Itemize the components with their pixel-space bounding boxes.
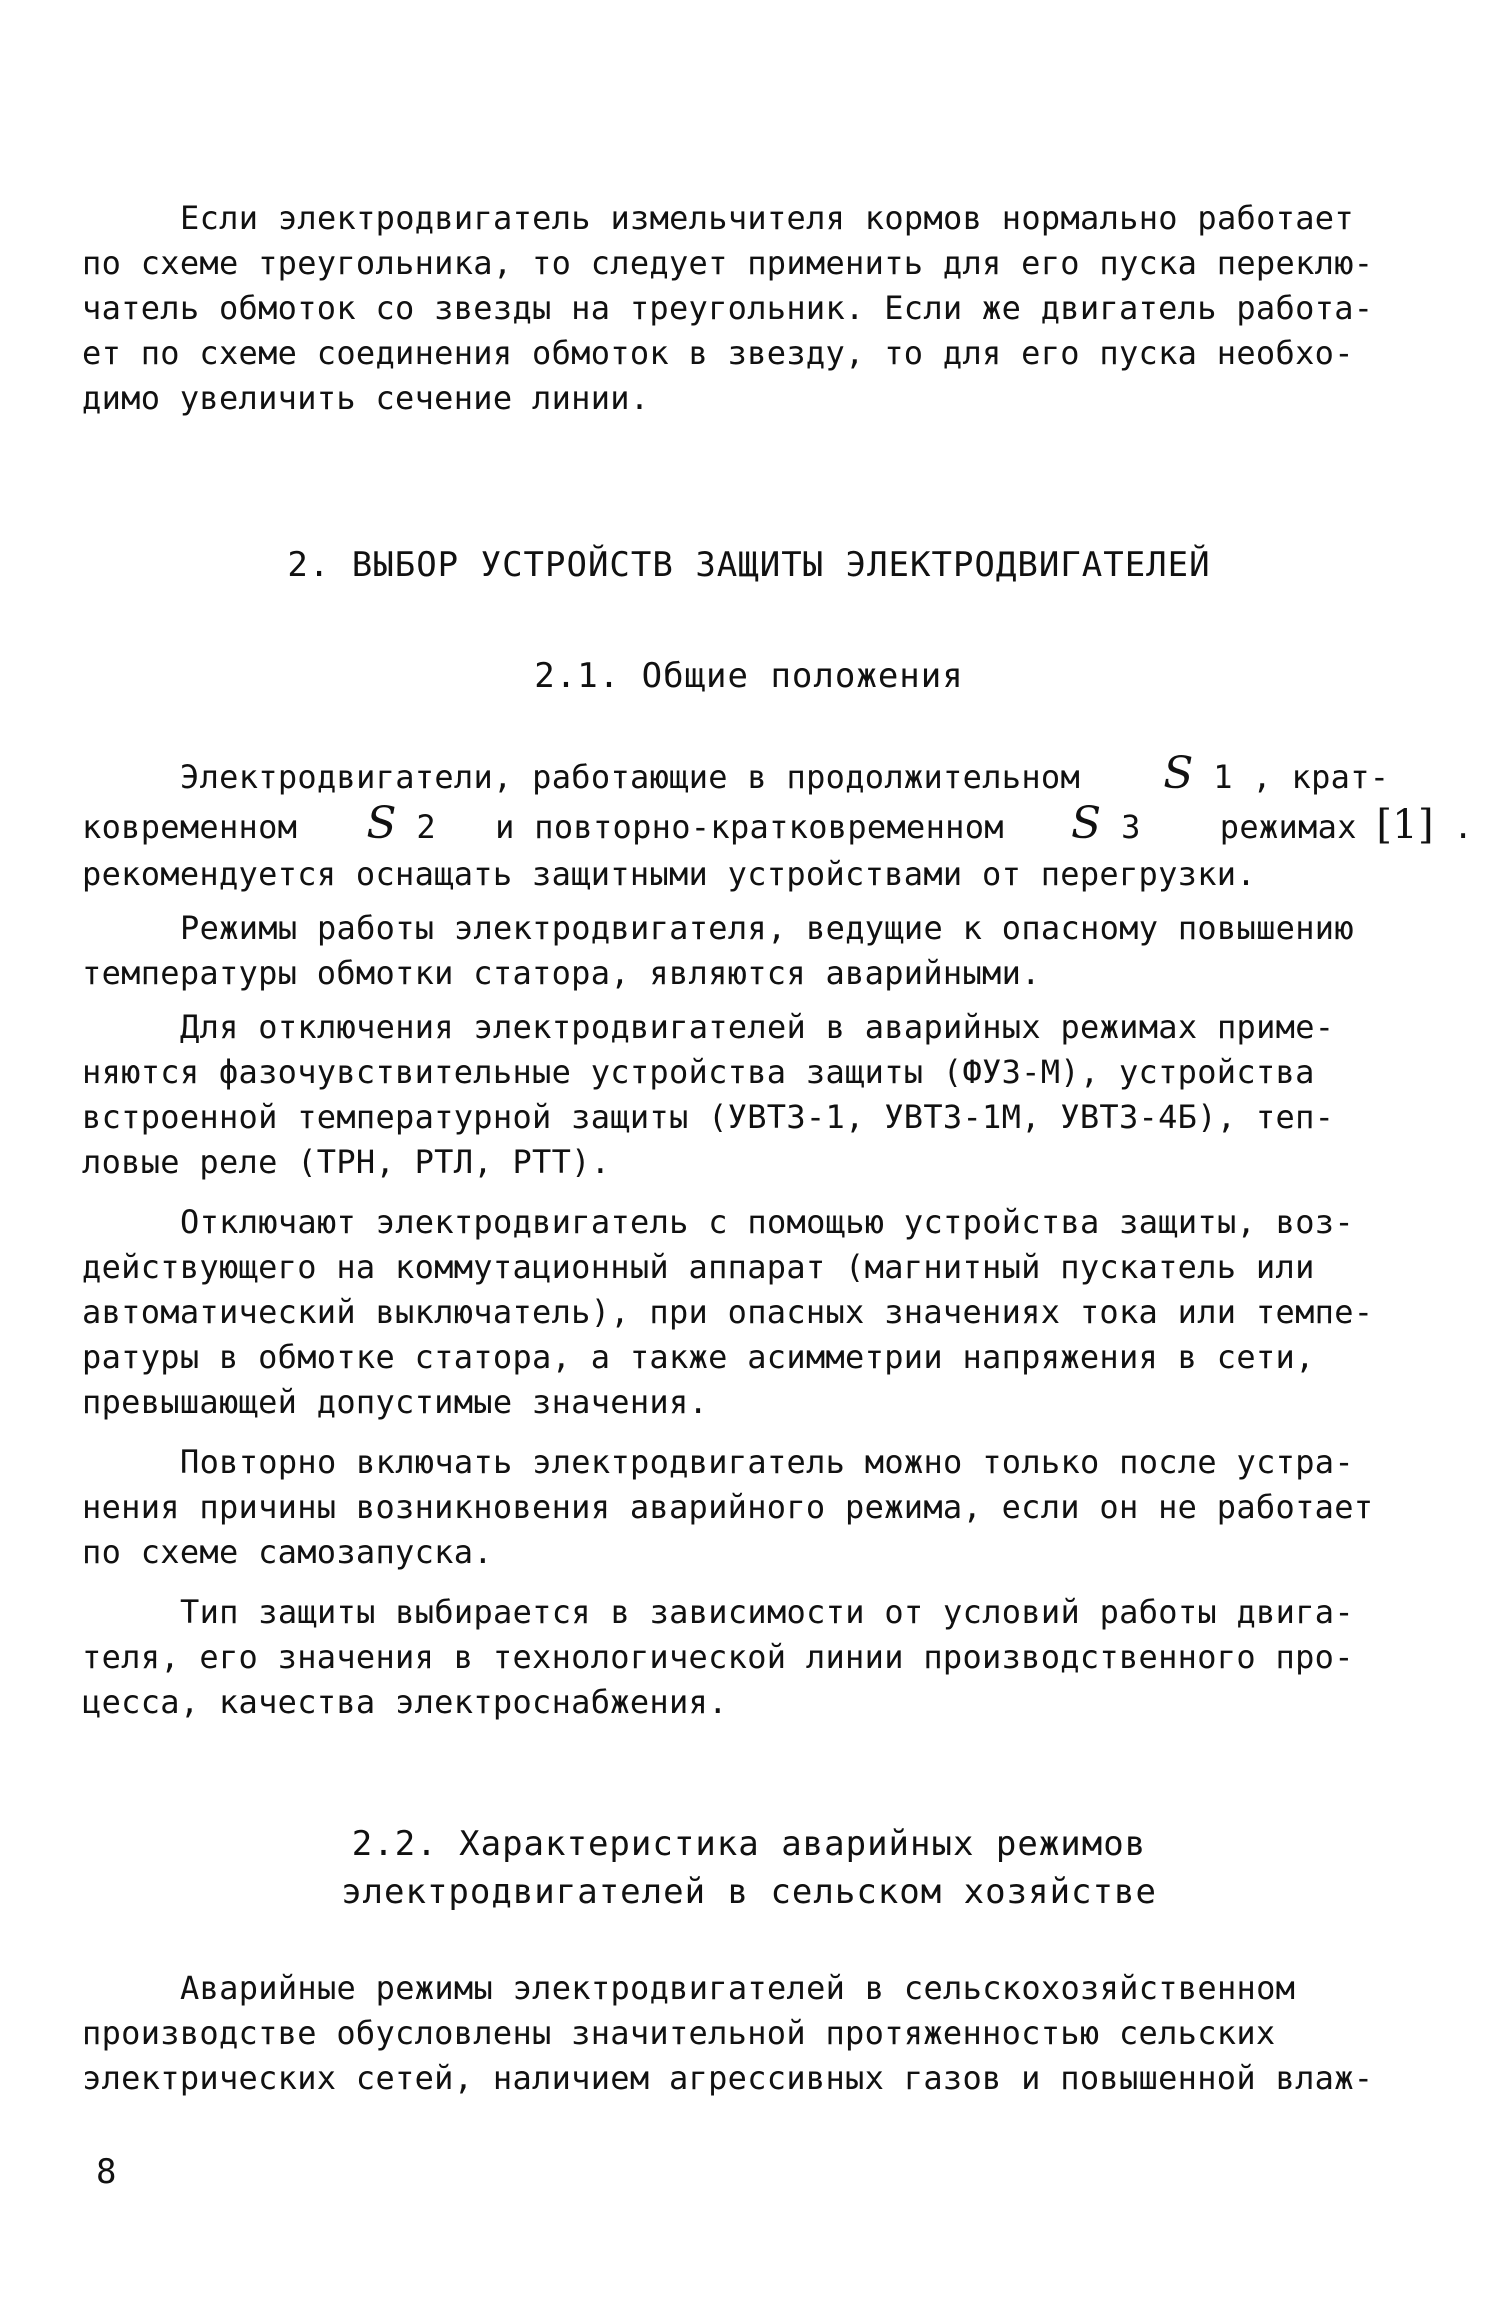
paragraph-1-line-3: чатель обмоток со звезды на треугольник. Если же двигатель работа- [82,289,1374,327]
modes-line-2-text-3: режимах [1219,808,1357,846]
paragraph-4-line-4: ловые реле (ТРН, РТЛ, РТТ). [82,1143,611,1181]
paragraph-1-line-1: Если электродвигатель измельчителя кормов нормально работает [180,199,1354,237]
paragraph-1-line-2: по схеме треугольника, то следует применить для его пуска переклю- [82,244,1374,282]
paragraph-5-line-5: превышающей допустимые значения. [82,1383,709,1421]
modes-line-2-text-2: и повторно-кратковременном [495,808,1004,846]
modes-line-1-text: Электродвигатели, работающие в продолжительном [180,758,1081,796]
paragraph-5-line-3: автоматический выключатель), при опасных значениях тока или темпе- [82,1293,1374,1331]
mode-s2-symbol: S [366,798,397,849]
modes-line-3: рекомендуется оснащать защитными устройствами от перегрузки. [82,855,1256,893]
modes-line-1 [180,748,1390,799]
paragraph-7-line-3: цесса, качества электроснабжения. [82,1683,728,1721]
modes-line-2 [82,798,1474,849]
mode-s3-number: 3 [1121,808,1141,846]
modes-line-2-text-1: ковременном [82,808,298,846]
paragraph-3-line-2: температуры обмотки статора, являются аварийными. [82,954,1041,992]
paragraph-7-line-2: теля, его значения в технологической линии производственного про- [82,1638,1354,1676]
paragraph-6-line-3: по схеме самозапуска. [82,1533,493,1571]
section-2-2-heading-line-1: 2.2. Характеристика аварийных режимов [351,1824,1147,1864]
mode-s1-number: 1 [1213,758,1233,796]
mode-s2-number: 2 [416,808,436,846]
paragraph-4-line-2: няются фазочувствительные устройства защиты (ФУЗ-М), устройства [82,1053,1315,1091]
paragraph-6-line-1: Повторно включать электродвигатель можно только после устра- [180,1443,1354,1481]
section-2-1-heading: 2.1. Общие положения [534,656,964,696]
modes-line-1-tail: , крат- [1252,758,1390,796]
paragraph-8-line-2: производстве обусловлены значительной протяженностью сельских [82,2014,1276,2052]
paragraph-7-line-1: Тип защиты выбирается в зависимости от условий работы двига- [180,1593,1354,1631]
paragraph-1-line-4: ет по схеме соединения обмоток в звезду, то для его пуска необхо- [82,334,1354,372]
paragraph-8-line-3: электрических сетей, наличием агрессивных газов и повышенной влаж- [82,2059,1374,2097]
paragraph-8-line-1: Аварийные режимы электродвигателей в сельскохозяйственном [180,1969,1296,2007]
section-2-2-heading-line-2: электродвигателей в сельском хозяйстве [341,1872,1157,1912]
page-number: 8 [96,2152,117,2192]
paragraph-6-line-2: нения причины возникновения аварийного режима, если он не работает [82,1488,1374,1526]
paragraph-4-line-3: встроенной температурной защиты (УВТЗ-1, УВТЗ-1М, УВТЗ-4Б), теп- [82,1098,1335,1136]
paragraph-5-line-4: ратуры в обмотке статора, а также асимметрии напряжения в сети, [82,1338,1315,1376]
modes-line-2-end: . [1453,808,1474,846]
mode-s3-symbol: S [1071,798,1102,849]
section-2-heading: 2. ВЫБОР УСТРОЙСТВ ЗАЩИТЫ ЭЛЕКТРОДВИГАТЕЛЕЙ [287,545,1211,585]
paragraph-3-line-1: Режимы работы электродвигателя, ведущие к опасному повышению [180,909,1354,947]
mode-s1-symbol: S [1163,748,1194,799]
paragraph-1-line-5: димо увеличить сечение линии. [82,379,650,417]
paragraph-4-line-1: Для отключения электродвигателей в аварийных режимах приме- [180,1008,1335,1046]
reference-1: [1] [1376,802,1434,848]
paragraph-5-line-1: Отключают электродвигатель с помощью устройства защиты, воз- [180,1203,1354,1241]
paragraph-5-line-2: действующего на коммутационный аппарат (магнитный пускатель или [82,1248,1315,1286]
